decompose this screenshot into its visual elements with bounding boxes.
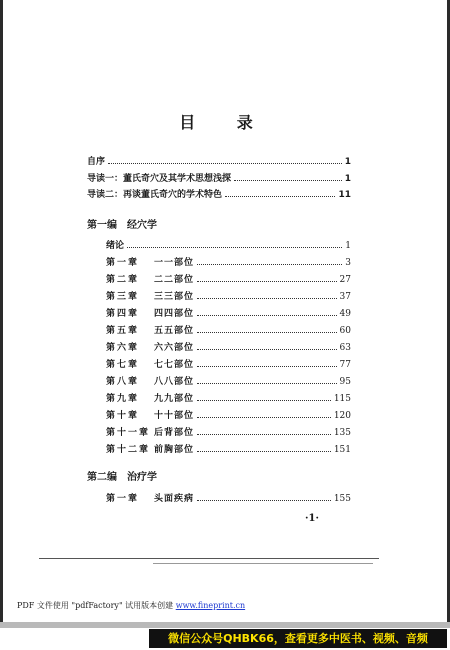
toc-entry-guide-1[interactable]	[87, 174, 351, 185]
toc-entry-page: 1	[345, 241, 351, 251]
toc-entry-label: 导读一：董氏奇穴及其学术思想浅探	[87, 174, 232, 184]
chapter-number: 第十一章	[106, 428, 151, 438]
leader-dots	[197, 326, 337, 333]
toc-entry-page: 1	[344, 157, 351, 167]
toc-entry-page: 95	[339, 377, 351, 387]
toc-entry-page: 27	[339, 275, 351, 285]
toc-entry-page: 11	[338, 190, 351, 200]
toc-entry-label: 导读二：再谈董氏奇穴的学术特色	[87, 190, 223, 200]
toc-entry-chapter[interactable]	[106, 258, 351, 269]
chapter-number: 第一章	[106, 258, 140, 268]
chapter-name: 头面疾病	[154, 494, 195, 504]
toc-entry-chapter[interactable]	[106, 275, 351, 286]
chapter-name: 十十部位	[154, 411, 195, 421]
toc-entry-chapter[interactable]	[106, 428, 351, 439]
toc-entry-chapter[interactable]	[106, 411, 351, 422]
toc-title: 目 录	[179, 113, 271, 132]
chapter-number: 第三章	[106, 292, 140, 302]
chapter-number: 第十二章	[106, 445, 151, 455]
chapter-number: 第一章	[106, 494, 140, 504]
chapter-number: 第二章	[106, 275, 140, 285]
chapter-number: 第四章	[106, 309, 140, 319]
chapter-name: 前胸部位	[154, 445, 195, 455]
toc-entry-page: 151	[333, 445, 351, 455]
leader-dots	[234, 174, 342, 181]
toc-entry-page: 120	[333, 411, 351, 421]
toc-entry-chapter[interactable]	[106, 326, 351, 337]
toc-entry-chapter[interactable]	[106, 292, 351, 303]
pdf-footer	[17, 600, 245, 611]
chapter-name: 六六部位	[154, 343, 195, 353]
toc-entry-page: 49	[339, 309, 351, 319]
leader-dots	[197, 494, 331, 501]
viewer-frame-bottom	[0, 622, 450, 628]
leader-dots	[197, 343, 337, 350]
leader-dots	[127, 241, 342, 248]
leader-dots	[197, 275, 337, 282]
leader-dots	[197, 377, 337, 384]
toc-entry-page: 60	[339, 326, 351, 336]
leader-dots	[108, 157, 342, 164]
chapter-name: 一一部位	[154, 258, 195, 268]
toc-entry-preface[interactable]	[87, 157, 351, 168]
chapter-name: 后背部位	[154, 428, 195, 438]
promo-banner: 微信公众号QHBK66，查看更多中医书、视频、音频	[149, 629, 447, 648]
toc-entry-chapter[interactable]	[106, 494, 351, 505]
toc-entry-page: 135	[333, 428, 351, 438]
chapter-name: 三三部位	[154, 292, 195, 302]
toc-entry-label: 绪论	[106, 241, 125, 251]
leader-dots	[197, 428, 331, 435]
chapter-name: 八八部位	[154, 377, 195, 387]
part-1-heading[interactable]: 第一编 经穴学	[87, 220, 157, 231]
toc-entry-introduction[interactable]	[106, 241, 351, 252]
leader-dots	[197, 360, 337, 367]
chapter-number: 第五章	[106, 326, 140, 336]
leader-dots	[197, 292, 337, 299]
toc-entry-page: 1	[344, 174, 351, 184]
chapter-number: 第九章	[106, 394, 140, 404]
chapter-name: 五五部位	[154, 326, 195, 336]
toc-entry-chapter[interactable]	[106, 394, 351, 405]
chapter-name: 二二部位	[154, 275, 195, 285]
scan-edge-line	[39, 558, 379, 559]
leader-dots	[225, 190, 335, 197]
leader-dots	[197, 309, 337, 316]
leader-dots	[197, 445, 331, 452]
toc-entry-page: 63	[339, 343, 351, 353]
leader-dots	[197, 411, 331, 418]
chapter-number: 第六章	[106, 343, 140, 353]
chapter-name: 七七部位	[154, 360, 195, 370]
toc-entry-chapter[interactable]	[106, 445, 351, 456]
page-number: ·1·	[305, 513, 319, 524]
toc-entry-page: 37	[339, 292, 351, 302]
leader-dots	[197, 394, 331, 401]
toc-entry-page: 115	[333, 394, 351, 404]
part-2-heading[interactable]: 第二编 治疗学	[87, 472, 157, 483]
toc-entry-guide-2[interactable]	[87, 190, 351, 201]
toc-entry-chapter[interactable]	[106, 343, 351, 354]
toc-entry-page: 3	[345, 258, 351, 268]
toc-entry-page: 155	[333, 494, 351, 504]
chapter-number: 第八章	[106, 377, 140, 387]
leader-dots	[197, 258, 342, 265]
footer-link[interactable]: www.fineprint.cn	[175, 601, 246, 610]
document-page	[3, 0, 447, 622]
chapter-number: 第七章	[106, 360, 140, 370]
chapter-number: 第十章	[106, 411, 140, 421]
toc-entry-label: 自序	[87, 157, 106, 167]
chapter-name: 四四部位	[154, 309, 195, 319]
scan-edge-line	[153, 563, 373, 564]
toc-entry-chapter[interactable]	[106, 309, 351, 320]
toc-entry-chapter[interactable]	[106, 360, 351, 371]
footer-text: PDF 文件使用 "pdfFactory" 试用版本创建	[17, 601, 176, 610]
chapter-name: 九九部位	[154, 394, 195, 404]
toc-entry-chapter[interactable]	[106, 377, 351, 388]
toc-entry-page: 77	[339, 360, 351, 370]
